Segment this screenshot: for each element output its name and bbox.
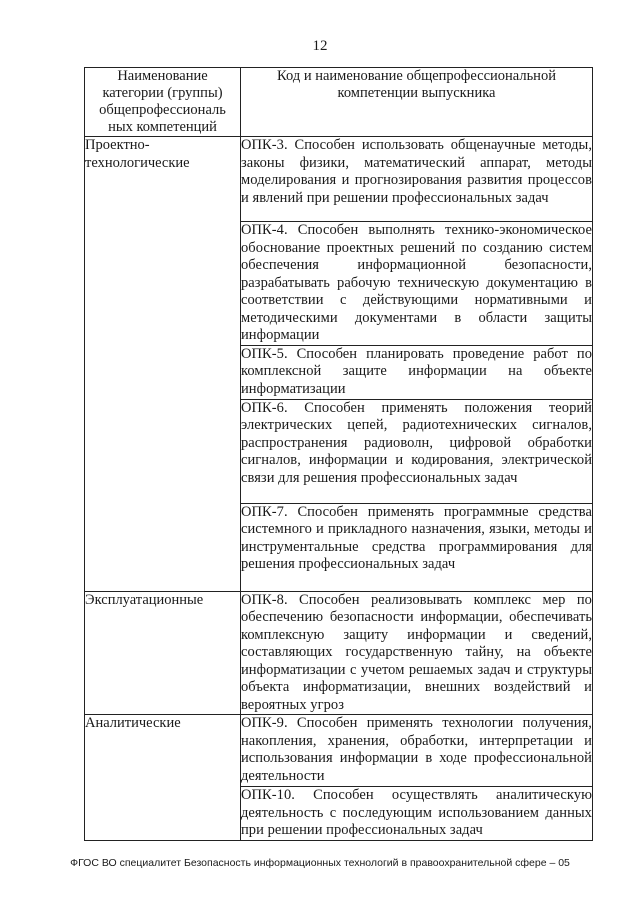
table-row [85,715,593,787]
competence-opk-8: ОПК-8. Способен реализовывать комплекс мер по обеспечению безопасности информации, обеспечивать комплексную защиту информации и сведений, составляющих государственную тайну, на объекте информатизации с учетом решаемых задач и структуры объекта информатизации, внешних воздействий и вероятных угроз [241,591,592,713]
competence-opk-7: ОПК-7. Способен применять программные средства системного и прикладного назначения, языки, методы и инструментальные средства программирования для решения профессиональных задач [241,503,593,591]
competence-opk-10: ОПК-10. Способен осуществлять аналитическую деятельность с последующим использованием данных при решении профессиональных задач [241,787,593,841]
competence-opk-4: ОПК-4. Способен выполнять технико-экономическое обоснование проектных решений по созданию систем обеспечения информационной безопасности, разрабатывать рабочую техническую документацию в соответствии с действующими нормативными и методическими документами в области защиты информации [241,222,592,343]
table-row [85,591,593,715]
category-operational: Эксплуатационные [85,591,241,715]
competence-opk-3: ОПК-3. Способен использовать общенаучные методы, законы физики, математический аппарат, методы моделирования и прогнозирования развития процессов и явлений при решении профессиональных задач [241,137,593,222]
header-category: Наименование категории (группы) общепрофессиональ ных компетенций [85,68,241,137]
header-competence: Код и наименование общепрофессиональной компетенции выпускника [241,68,593,137]
competence-opk-5: ОПК-5. Способен планировать проведение работ по комплексной защите информации на объекте информатизации [241,345,593,399]
category-analytical: Аналитические [85,715,241,841]
category-design-technological: Проектно-технологические [85,137,241,592]
document-footer: ФГОС ВО специалитет Безопасность информационных технологий в правоохранительной сфере – 05 [70,857,570,869]
competence-table [84,67,593,841]
table-header-row [85,68,593,137]
competence-opk-6: ОПК-6. Способен применять положения теорий электрических цепей, радиотехнических сигналов, распространения радиоволн, цифровой обработки сигналов, информации и кодирования, электрической связи для решения профессиональных задач [241,399,593,503]
page-number: 12 [312,38,328,54]
competence-opk-9: ОПК-9. Способен применять технологии получения, накопления, хранения, обработки, интерпретации и использования информации в ходе профессиональной деятельности [241,715,593,787]
table-row [85,137,593,222]
